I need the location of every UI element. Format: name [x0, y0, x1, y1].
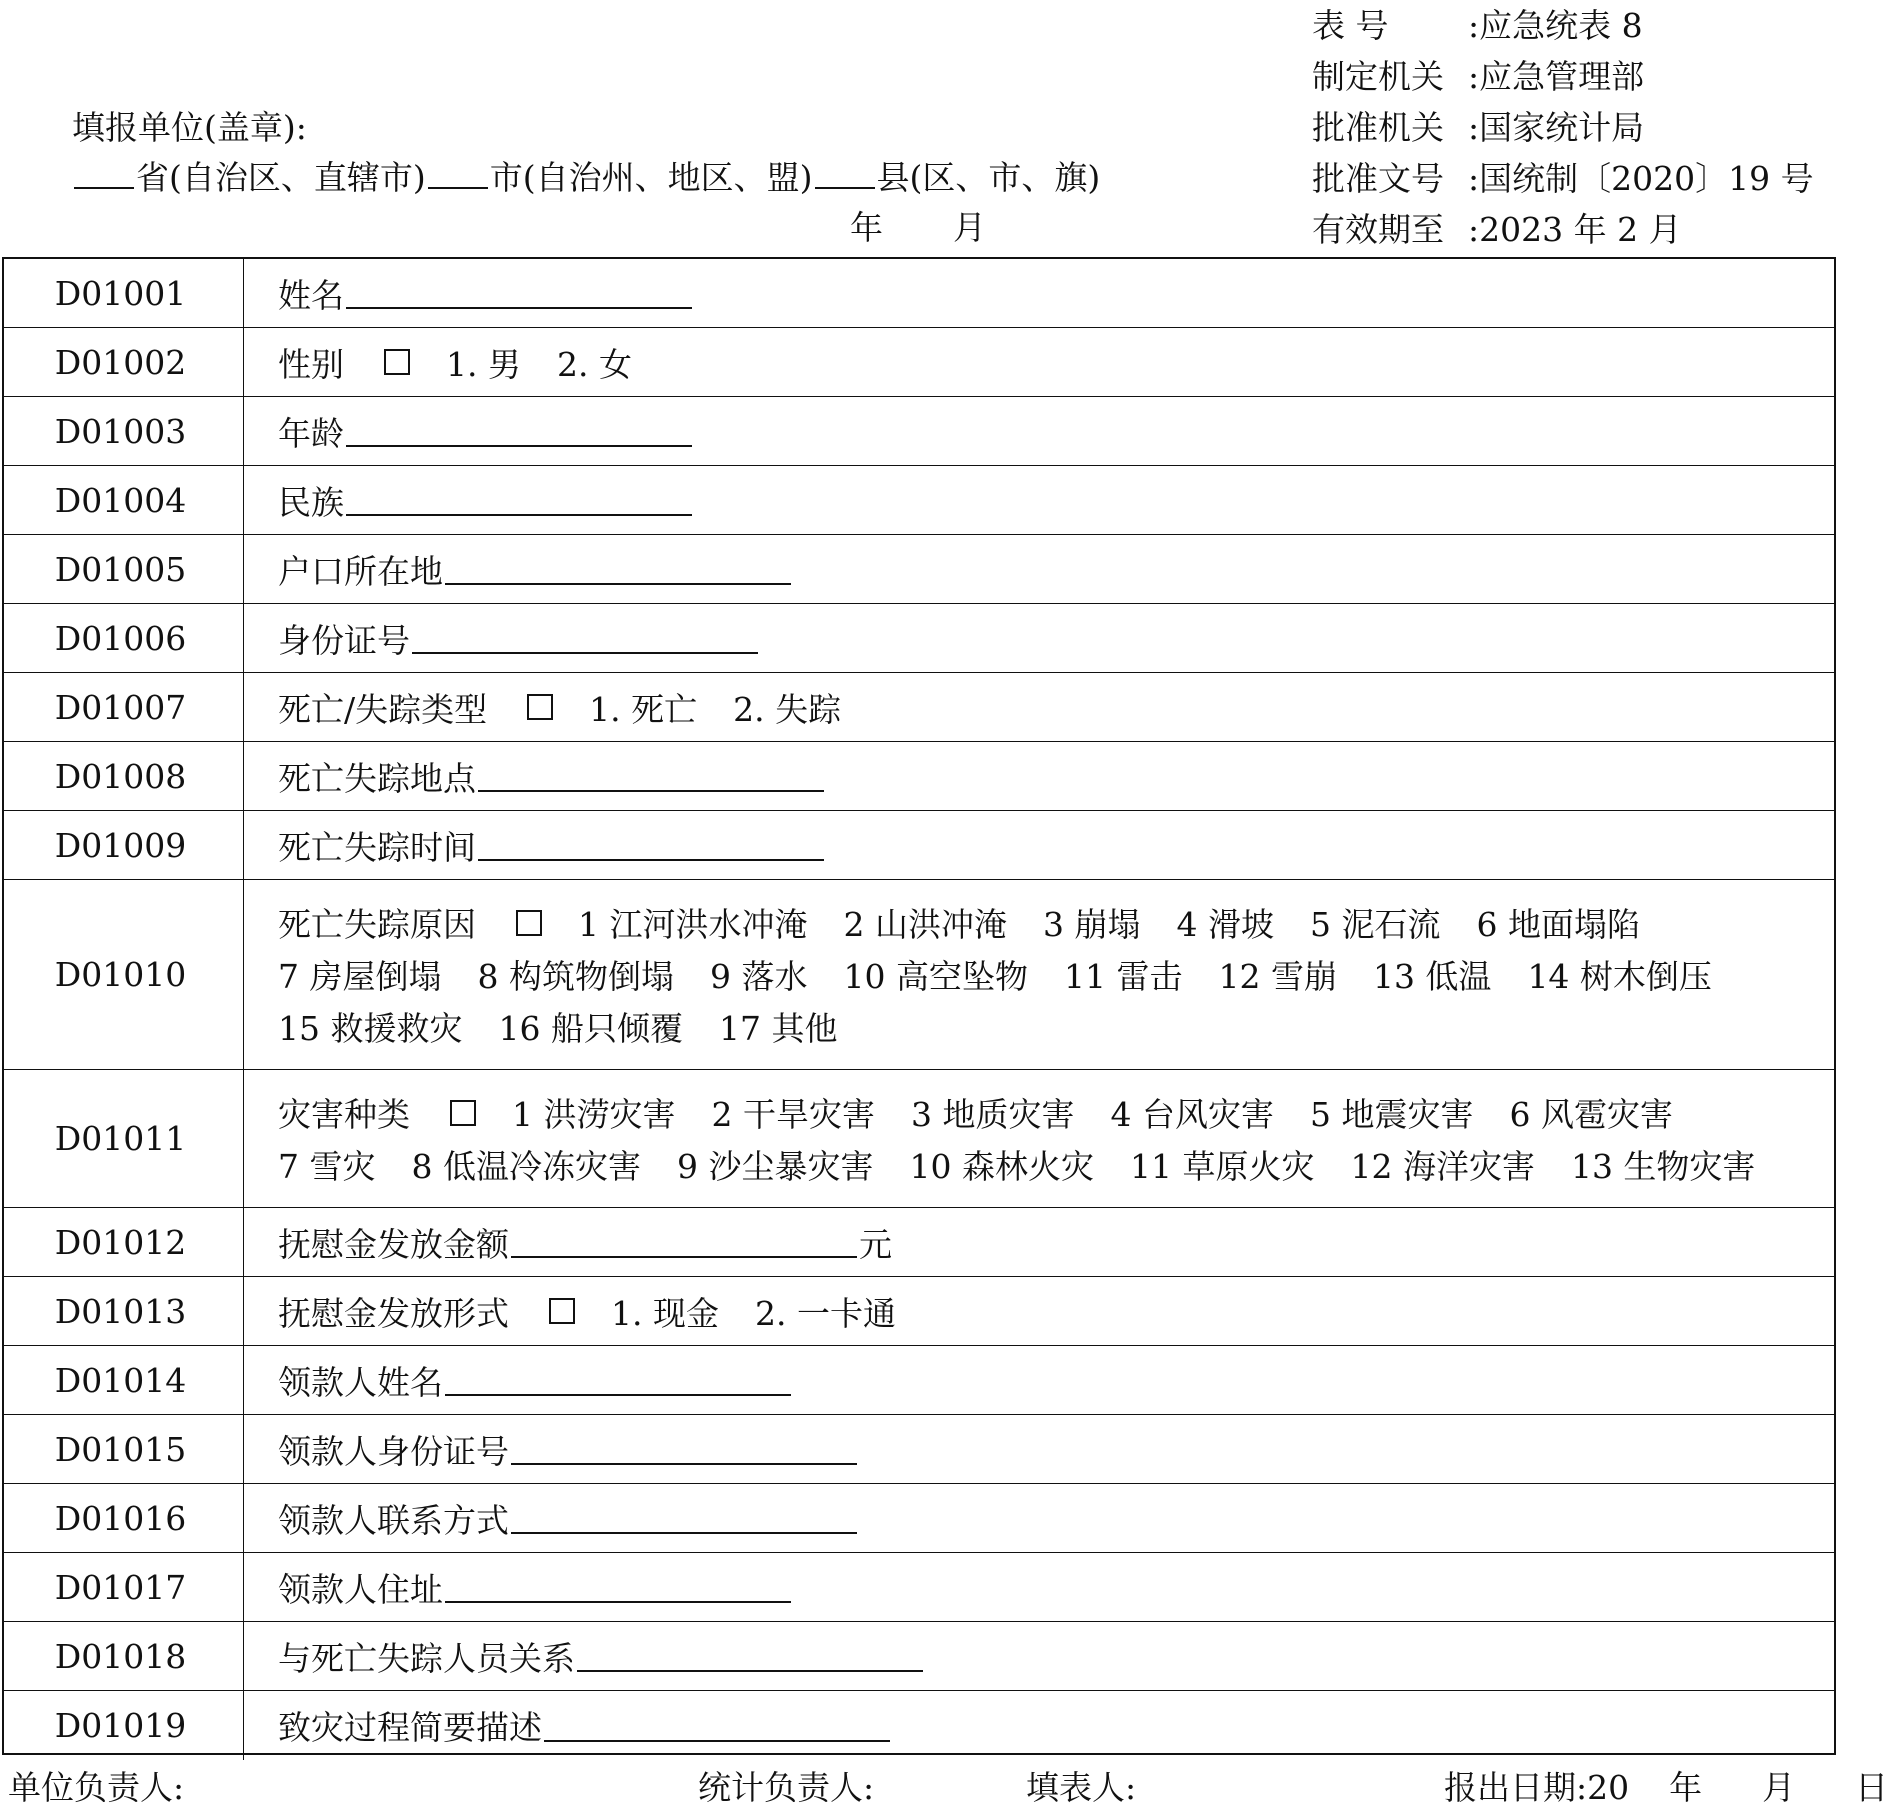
- item-label: 领款人身份证号: [278, 1431, 509, 1471]
- table-row: [4, 1691, 1834, 1760]
- option-text: 6 地面塌陷: [1476, 905, 1640, 944]
- item-label: 姓名: [278, 275, 344, 315]
- item-line: [278, 949, 1834, 1001]
- option-text: 12 海洋灾害: [1350, 1147, 1535, 1186]
- option-text: 10 森林火灾: [909, 1147, 1094, 1186]
- table-row: [4, 811, 1834, 880]
- item-line: [278, 1001, 1834, 1053]
- item-label: 致灾过程简要描述: [278, 1708, 542, 1747]
- item-code: D01018: [4, 1622, 244, 1690]
- item-label: 与死亡失踪人员关系: [278, 1638, 575, 1678]
- item-code: D01009: [4, 811, 244, 879]
- item-label: 户口所在地: [278, 551, 443, 591]
- option-text: 11 雷击: [1063, 957, 1183, 996]
- item-line: [278, 405, 1834, 457]
- reporting-unit-label: 填报单位(盖章):: [72, 108, 307, 147]
- fill-in-blank[interactable]: [544, 1710, 890, 1742]
- meta-key: 批准文号: [1312, 159, 1444, 198]
- table-row: [4, 604, 1834, 673]
- option-text: 1 江河洪水冲淹: [578, 905, 808, 944]
- choice-checkbox[interactable]: [549, 1298, 575, 1324]
- form-table: [2, 257, 1836, 1755]
- meta-separator: :: [1468, 6, 1480, 45]
- item-content: [244, 880, 1834, 1069]
- table-row: [4, 1070, 1834, 1208]
- option-text: 12 雪崩: [1218, 957, 1337, 996]
- option-text: 1. 现金: [611, 1293, 719, 1333]
- city-blank[interactable]: [428, 157, 488, 189]
- fill-in-blank[interactable]: [577, 1640, 923, 1672]
- table-row: [4, 1484, 1834, 1553]
- item-code: D01002: [4, 328, 244, 396]
- choice-checkbox[interactable]: [516, 910, 542, 936]
- stat-head-label: 统计负责人:: [698, 1768, 875, 1807]
- item-code: D01017: [4, 1553, 244, 1621]
- item-line: [278, 612, 1834, 664]
- province-blank[interactable]: [74, 157, 134, 189]
- option-text: 2. 一卡通: [754, 1293, 896, 1333]
- item-line: [278, 1630, 1834, 1682]
- item-code: D01013: [4, 1277, 244, 1345]
- item-label: 抚慰金发放形式: [278, 1293, 509, 1333]
- meta-value: 国家统计局: [1479, 108, 1645, 147]
- fill-in-blank[interactable]: [346, 484, 692, 516]
- meta-row: [1312, 102, 1814, 153]
- table-row: [4, 1277, 1834, 1346]
- item-line: [278, 267, 1834, 319]
- table-row: [4, 880, 1834, 1070]
- option-text: 11 草原火灾: [1129, 1147, 1315, 1186]
- filler-label: 填表人:: [1026, 1768, 1137, 1807]
- option-text: 7 房屋倒塌: [278, 957, 442, 996]
- item-code: D01005: [4, 535, 244, 603]
- fill-in-blank[interactable]: [478, 829, 824, 861]
- meta-row: [1312, 204, 1814, 255]
- meta-value: 应急统表 8: [1479, 6, 1643, 45]
- meta-separator: :: [1468, 57, 1480, 96]
- option-text: 4 台风灾害: [1110, 1095, 1274, 1134]
- meta-key: 有效期至: [1312, 210, 1444, 249]
- item-content: [244, 1208, 1834, 1276]
- item-line: [278, 750, 1834, 802]
- item-content: [244, 1346, 1834, 1414]
- fill-in-blank[interactable]: [412, 622, 758, 654]
- item-content: [244, 811, 1834, 879]
- item-code: D01014: [4, 1346, 244, 1414]
- option-text: 10 高空坠物: [843, 957, 1028, 996]
- item-content: [244, 397, 1834, 465]
- table-row: [4, 535, 1834, 604]
- item-code: D01011: [4, 1070, 244, 1207]
- option-text: 5 泥石流: [1310, 905, 1441, 944]
- item-content: [244, 1277, 1834, 1345]
- item-code: D01004: [4, 466, 244, 534]
- item-content: [244, 1070, 1834, 1207]
- option-text: 2 山洪冲淹: [843, 905, 1007, 944]
- table-row: [4, 259, 1834, 328]
- report-day-label: 日: [1855, 1768, 1888, 1807]
- option-text: 9 落水: [710, 957, 808, 996]
- option-text: 1 洪涝灾害: [512, 1095, 676, 1134]
- item-code: D01019: [4, 1691, 244, 1760]
- option-text: 2. 失踪: [733, 689, 842, 729]
- item-line: [278, 1354, 1834, 1406]
- choice-checkbox[interactable]: [450, 1100, 476, 1126]
- county-label: 县(区、市、旗): [876, 158, 1101, 197]
- item-content: [244, 259, 1834, 327]
- item-line: [278, 474, 1834, 526]
- report-date: [1444, 1762, 1888, 1809]
- item-label: 死亡失踪地点: [278, 758, 476, 798]
- item-content: [244, 673, 1834, 741]
- report-year-label: 年: [1669, 1768, 1703, 1807]
- option-text: 16 船只倾覆: [498, 1009, 683, 1048]
- table-row: [4, 1553, 1834, 1622]
- meta-separator: :: [1468, 210, 1480, 249]
- item-label: 灾害种类: [278, 1095, 410, 1134]
- province-label: 省(自治区、直辖市): [136, 158, 426, 197]
- region-line: [72, 152, 1100, 199]
- item-label: 身份证号: [278, 620, 410, 660]
- item-label: 死亡/失踪类型: [278, 689, 488, 729]
- unit-head-label: 单位负责人:: [8, 1768, 185, 1807]
- table-row: [4, 1346, 1834, 1415]
- table-row: [4, 1415, 1834, 1484]
- meta-value: 应急管理部: [1479, 57, 1645, 96]
- fill-in-blank[interactable]: [445, 553, 791, 585]
- fill-in-blank[interactable]: [445, 1571, 791, 1603]
- item-line: [278, 336, 1834, 388]
- item-line: [278, 1423, 1834, 1475]
- item-content: [244, 604, 1834, 672]
- item-code: D01003: [4, 397, 244, 465]
- fill-in-blank[interactable]: [445, 1364, 791, 1396]
- item-content: [244, 1415, 1834, 1483]
- table-row: [4, 673, 1834, 742]
- item-label: 年龄: [278, 413, 344, 453]
- item-line: [278, 1216, 1834, 1268]
- item-label: 性别: [278, 344, 344, 384]
- item-line: [278, 819, 1834, 871]
- meta-row: [1312, 0, 1814, 51]
- option-text: 6 风雹灾害: [1509, 1095, 1673, 1134]
- meta-key: 表 号: [1312, 6, 1389, 45]
- meta-row: [1312, 51, 1814, 102]
- meta-key: 批准机关: [1312, 108, 1444, 147]
- item-content: [244, 466, 1834, 534]
- table-row: [4, 742, 1834, 811]
- option-text: 1. 男: [446, 344, 521, 384]
- option-text: 8 构筑物倒塌: [477, 957, 674, 996]
- item-label: 死亡失踪原因: [278, 905, 476, 944]
- meta-value: 2023 年 2 月: [1479, 210, 1682, 249]
- item-line: [278, 1700, 1834, 1752]
- option-text: 15 救援救灾: [278, 1009, 463, 1048]
- item-content: [244, 1553, 1834, 1621]
- option-text: 14 树木倒压: [1527, 957, 1712, 996]
- item-content: [244, 1622, 1834, 1690]
- table-row: [4, 1208, 1834, 1277]
- option-text: 9 沙尘暴灾害: [677, 1147, 874, 1186]
- table-row: [4, 328, 1834, 397]
- item-code: D01012: [4, 1208, 244, 1276]
- item-line: [278, 1492, 1834, 1544]
- fill-in-blank[interactable]: [478, 760, 824, 792]
- option-text: 7 雪灾: [278, 1147, 376, 1186]
- option-text: 8 低温冷冻灾害: [411, 1147, 641, 1186]
- item-label: 领款人联系方式: [278, 1500, 509, 1540]
- item-code: D01007: [4, 673, 244, 741]
- item-code: D01010: [4, 880, 244, 1069]
- item-line: [278, 681, 1834, 733]
- item-content: [244, 1484, 1834, 1552]
- fill-in-blank[interactable]: [511, 1433, 857, 1465]
- choice-checkbox[interactable]: [384, 349, 410, 375]
- period-line: [850, 202, 986, 249]
- item-content: [244, 328, 1834, 396]
- item-line: [278, 1139, 1834, 1191]
- option-text: 1. 死亡: [589, 689, 698, 729]
- unit-label: 元: [859, 1224, 892, 1264]
- table-row: [4, 397, 1834, 466]
- option-text: 13 低温: [1372, 957, 1492, 996]
- item-label: 领款人住址: [278, 1569, 443, 1609]
- meta-row: [1312, 153, 1814, 204]
- meta-value: 国统制〔2020〕19 号: [1479, 159, 1814, 198]
- table-row: [4, 466, 1834, 535]
- item-line: [278, 543, 1834, 595]
- item-code: D01008: [4, 742, 244, 810]
- option-text: 4 滑坡: [1176, 905, 1274, 944]
- county-blank[interactable]: [815, 157, 875, 189]
- form-meta-block: [1312, 0, 1814, 255]
- option-text: 3 崩塌: [1043, 905, 1141, 944]
- city-label: 市(自治州、地区、盟): [489, 158, 813, 197]
- item-label: 民族: [278, 482, 344, 522]
- item-line: [278, 1087, 1834, 1139]
- option-text: 2 干旱灾害: [711, 1095, 875, 1134]
- option-text: 5 地震灾害: [1310, 1095, 1474, 1134]
- fill-in-blank[interactable]: [511, 1226, 857, 1258]
- fill-in-blank[interactable]: [511, 1502, 857, 1534]
- fill-in-blank[interactable]: [346, 415, 692, 447]
- meta-separator: :: [1468, 159, 1480, 198]
- option-text: 3 地质灾害: [911, 1095, 1075, 1134]
- item-label: 领款人姓名: [278, 1362, 443, 1402]
- table-row: [4, 1622, 1834, 1691]
- report-date-label: 报出日期:20: [1444, 1768, 1630, 1807]
- item-code: D01006: [4, 604, 244, 672]
- item-code: D01001: [4, 259, 244, 327]
- item-code: D01015: [4, 1415, 244, 1483]
- item-label: 死亡失踪时间: [278, 827, 476, 867]
- option-text: 2. 女: [556, 344, 632, 384]
- item-code: D01016: [4, 1484, 244, 1552]
- option-text: 13 生物灾害: [1570, 1147, 1756, 1186]
- period-year-label: 年: [850, 208, 883, 247]
- item-line: [278, 1285, 1834, 1337]
- item-content: [244, 1691, 1834, 1760]
- period-month-label: 月: [953, 208, 986, 247]
- item-line: [278, 1561, 1834, 1613]
- item-content: [244, 742, 1834, 810]
- report-month-label: 月: [1762, 1768, 1796, 1807]
- item-line: [278, 897, 1834, 949]
- meta-key: 制定机关: [1312, 57, 1444, 96]
- item-content: [244, 535, 1834, 603]
- choice-checkbox[interactable]: [527, 694, 553, 720]
- item-label: 抚慰金发放金额: [278, 1224, 509, 1264]
- option-text: 17 其他: [718, 1009, 838, 1048]
- meta-separator: :: [1468, 108, 1480, 147]
- fill-in-blank[interactable]: [346, 277, 692, 309]
